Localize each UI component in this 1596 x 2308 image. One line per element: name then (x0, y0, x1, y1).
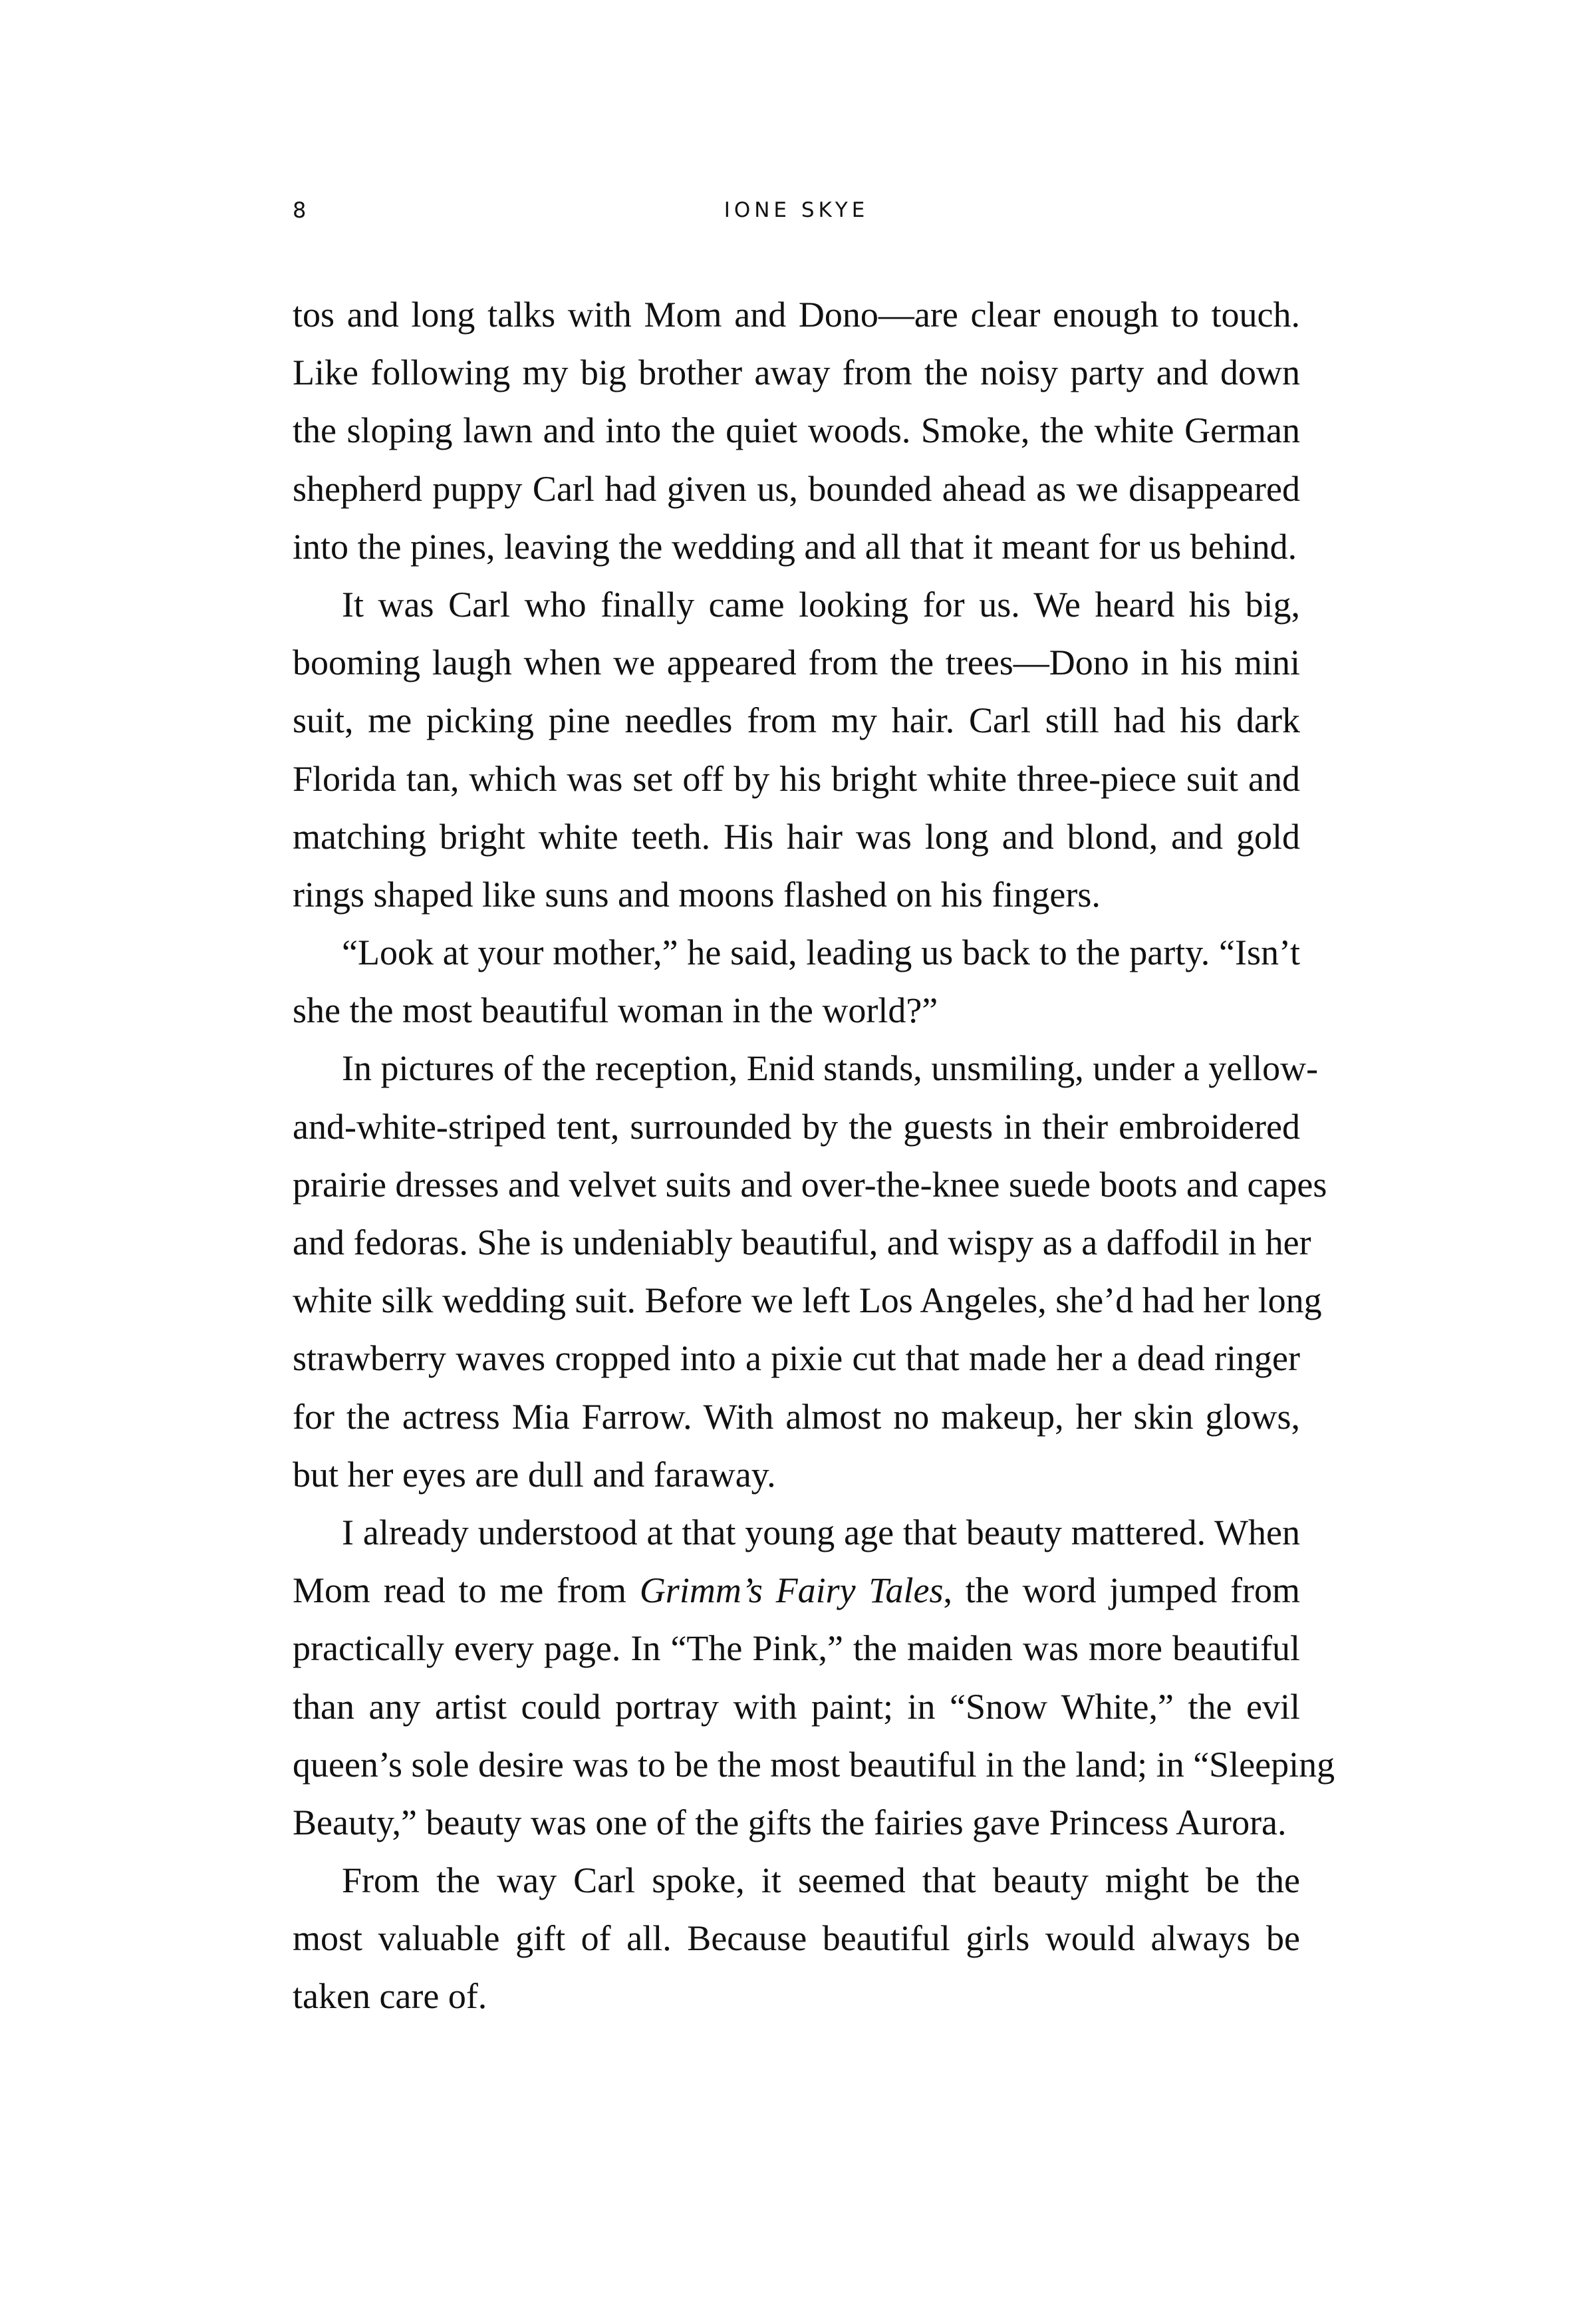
text-line: “Look at your mother,” he said, leading us back to the party. “Isn’t (342, 933, 1300, 973)
page-number: 8 (293, 198, 307, 223)
text-line: than any artist could portray with paint; in “Snow White,” the evil (293, 1686, 1300, 1727)
text-line: prairie dresses and velvet suits and over-the-knee suede boots and capes (293, 1164, 1327, 1205)
paragraph (293, 924, 1300, 1040)
paragraph (293, 286, 1300, 576)
text-line: Beauty,” beauty was one of the gifts the fairies gave Princess Aurora. (293, 1802, 1287, 1842)
text-line: From the way Carl spoke, it seemed that beauty might be the (342, 1860, 1300, 1901)
paragraph (293, 1852, 1300, 2026)
text-line: but her eyes are dull and faraway. (293, 1454, 776, 1495)
text-line: I already understood at that young age that beauty mattered. When (342, 1512, 1300, 1552)
text-line: queen’s sole desire was to be the most beautiful in the land; in “Sleeping (293, 1744, 1335, 1785)
text-line: for the actress Mia Farrow. With almost no makeup, her skin glows, (293, 1396, 1300, 1437)
text-line: In pictures of the reception, Enid stands, unsmiling, under a yellow- (342, 1048, 1319, 1089)
text-line (293, 1562, 1300, 1620)
text-line: matching bright white teeth. His hair was long and blond, and gold (293, 816, 1300, 857)
book-title-italic: Grimm’s Fairy Tales (639, 1570, 944, 1611)
text-line: practically every page. In “The Pink,” the maiden was more beautiful (293, 1628, 1300, 1669)
text-line: tos and long talks with Mom and Dono—are clear enough to touch. (293, 295, 1300, 335)
text-line: taken care of. (293, 1976, 487, 2017)
text-run: , the word jumped from (943, 1570, 1300, 1611)
text-line: most valuable gift of all. Because beautiful girls would always be (293, 1918, 1300, 1959)
text-line: Florida tan, which was set off by his bright white three-piece suit and (293, 758, 1300, 799)
text-line: rings shaped like suns and moons flashed on his fingers. (293, 874, 1101, 915)
text-line: strawberry waves cropped into a pixie cut that made her a dead ringer (293, 1338, 1300, 1379)
text-line: suit, me picking pine needles from my hair. Carl still had his dark (293, 700, 1300, 741)
text-run: Mom read to me from (293, 1570, 640, 1611)
text-line: It was Carl who finally came looking for us. We heard his big, (342, 584, 1300, 625)
text-line: and-white-striped tent, surrounded by the guests in their embroidered (293, 1106, 1300, 1147)
text-line: Like following my big brother away from the noisy party and down (293, 353, 1300, 393)
text-line: she the most beautiful woman in the world?” (293, 990, 938, 1031)
body-text (293, 286, 1335, 2026)
paragraph (293, 576, 1300, 924)
text-line: the sloping lawn and into the quiet woods. Smoke, the white German (293, 410, 1300, 451)
running-head (293, 197, 1300, 223)
running-title: IONE SKYE (724, 198, 869, 222)
text-line: white silk wedding suit. Before we left Los Angeles, she’d had her long (293, 1280, 1322, 1321)
paragraph (293, 1504, 1335, 1852)
text-line: shepherd puppy Carl had given us, bounded ahead as we disappeared (293, 468, 1300, 509)
text-line: booming laugh when we appeared from the trees—Dono in his mini (293, 643, 1300, 683)
text-line: and fedoras. She is undeniably beautiful, and wispy as a daffodil in her (293, 1223, 1311, 1262)
text-line: into the pines, leaving the wedding and all that it meant for us behind. (293, 526, 1297, 567)
paragraph (293, 1040, 1327, 1504)
